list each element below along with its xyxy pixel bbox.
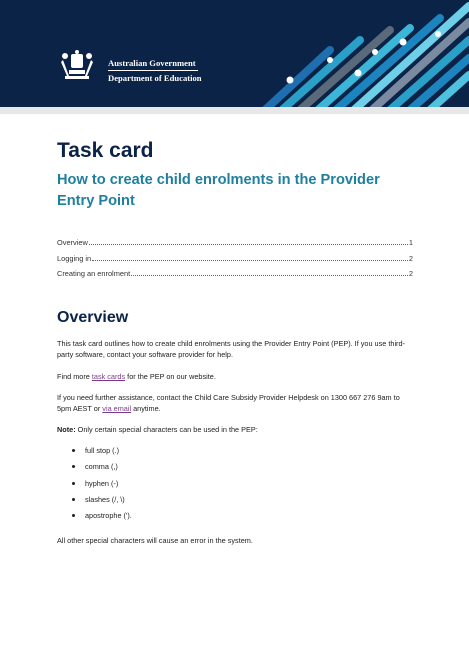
list-item-text: comma (,) [85, 462, 118, 472]
bullet-icon [72, 482, 75, 485]
toc-item-label: Overview [57, 238, 88, 247]
document-header [0, 0, 469, 107]
page-title: Task card [57, 139, 154, 162]
special-characters-list [72, 446, 132, 527]
list-item-text: hyphen (-) [85, 478, 119, 488]
list-item [72, 462, 132, 478]
brand-line-1: Australian Government [108, 58, 196, 68]
toc-item-page: 1 [408, 238, 413, 247]
list-item [72, 479, 132, 495]
toc-item-page: 2 [408, 253, 413, 263]
government-crest-icon [57, 50, 97, 82]
toc-item-label: Logging in [57, 253, 92, 263]
more-prefix: Find more [57, 372, 92, 381]
list-item-text: slashes (/, \) [85, 494, 125, 504]
overview-intro: This task card outlines how to create child enrolments using the Provider Entry Point (PEP). If you use third-party software, contact your software provider for help. [57, 339, 405, 359]
note-text: Only certain special characters can be used in the PEP: [75, 425, 258, 434]
toc-item-logging-in[interactable] [57, 254, 413, 270]
brand-lockup [108, 57, 202, 84]
header-band [0, 107, 469, 114]
toc-leader [131, 275, 408, 276]
help-prefix: If you need further assistance, contact the Child Care Subsidy Provider Helpdesk on 1300 667 276 9am to 5pm AEST or [57, 393, 400, 413]
bullet-icon [72, 465, 75, 468]
toc-leader [92, 260, 408, 261]
toc-item-creating-enrolment[interactable] [57, 269, 413, 285]
closing-paragraph: All other special characters will cause an error in the system. [57, 536, 253, 545]
table-of-contents [57, 238, 413, 285]
help-suffix: anytime. [131, 404, 161, 413]
note-paragraph [57, 424, 407, 435]
list-item [72, 446, 132, 462]
helpdesk-paragraph [57, 392, 407, 414]
toc-item-overview[interactable] [57, 238, 413, 254]
task-cards-link[interactable]: task cards [91, 372, 126, 381]
more-suffix: for the PEP on our website. [125, 372, 216, 381]
list-item-text: full stop (.) [85, 446, 120, 455]
list-item [72, 511, 132, 527]
section-heading-overview: Overview [57, 309, 129, 326]
brand-divider [108, 70, 198, 71]
page-subtitle: How to create child enrolments in the Provider Entry Point [57, 172, 380, 209]
more-task-cards-paragraph [57, 371, 407, 382]
bullet-icon [72, 498, 75, 501]
list-item-text: apostrophe ('). [85, 511, 132, 521]
note-label: Note: [57, 425, 76, 434]
toc-leader [89, 244, 408, 245]
bullet-icon [72, 449, 75, 452]
toc-item-label: Creating an enrolment [57, 269, 131, 278]
toc-item-page: 2 [408, 269, 413, 278]
brand-line-2: Department of Education [108, 73, 202, 83]
email-link[interactable]: via email [102, 404, 132, 413]
bullet-icon [72, 514, 75, 517]
list-item [72, 495, 132, 511]
